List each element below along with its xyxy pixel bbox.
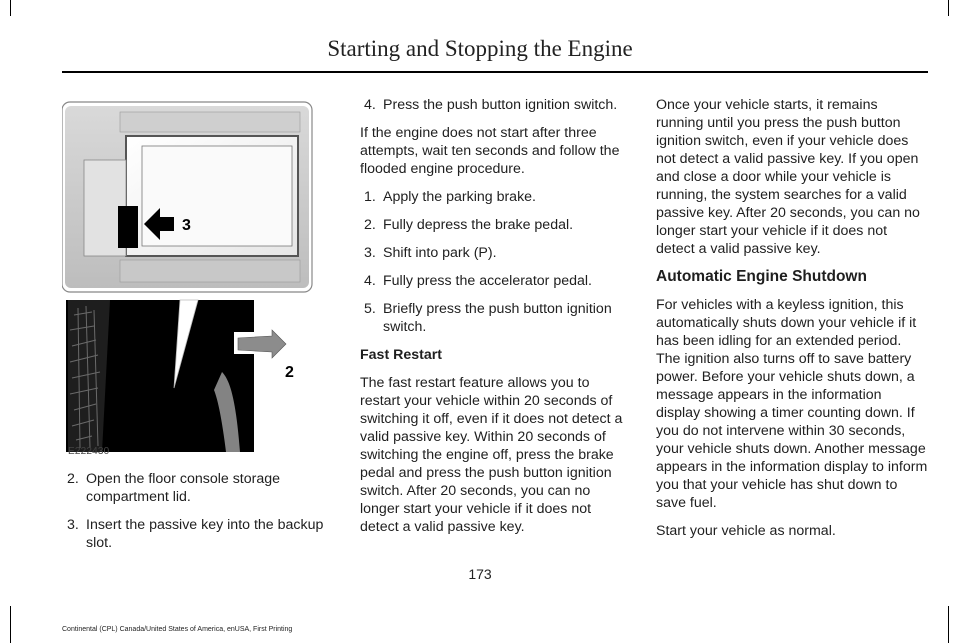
shutdown-heading: Automatic Engine Shutdown (656, 268, 867, 285)
footer-text: Continental (CPL) Canada/United States of America, enUSA, First Printing (62, 626, 293, 633)
page-number: 173 (468, 566, 492, 582)
procedure-steps (63, 470, 327, 552)
shutdown-text: For vehicles with a keyless ignition, this automatically shuts down your vehicle if it has been idling for an extended period. The ignition also turns off to save battery power. Before your vehicle shuts down, a message appears in the information display showing a timer counting down. If you do not intervene within 30 seconds, your vehicle shuts down. Another message appears in the information display to inform you that your vehicle has shut down to save fuel. (656, 297, 928, 511)
column-2 (360, 96, 632, 546)
crop-mark (948, 606, 949, 643)
list-item: 1. Apply the parking brake. (364, 189, 537, 205)
list-item: 4. Press the push button ignition switch. (364, 97, 618, 113)
fast-restart-heading: Fast Restart (360, 347, 443, 363)
page-title: Starting and Stopping the Engine (327, 36, 633, 61)
closing-text: Start your vehicle as normal. (656, 523, 836, 539)
crop-mark (10, 606, 11, 643)
column-1 (63, 470, 327, 562)
list-item: 3. Shift into park (P). (364, 245, 497, 261)
procedure-steps (360, 96, 632, 114)
figure-id: E222430 (68, 446, 110, 457)
header-rule (62, 71, 928, 73)
flooded-engine-steps (360, 188, 632, 336)
column-3 (656, 96, 928, 550)
list-item: 5. Briefly press the push button ignition switch. (364, 301, 612, 335)
fast-restart-text: The fast restart feature allows you to restart your vehicle within 20 seconds of switching it off, even if it does not detect a valid passive key. Within 20 seconds of switching the engine off, press the brake pedal and press the push button ignition switch. After 20 seconds, you can no longer start your vehicle if it does not detect a valid passive key. (360, 375, 623, 535)
list-item: 4. Fully press the accelerator pedal. (364, 273, 592, 289)
callout-2: 2 (285, 364, 294, 381)
backup-slot (118, 206, 138, 248)
flooded-intro: If the engine does not start after three attempts, wait ten seconds and follow the flooded engine procedure. (360, 125, 620, 177)
running-paragraph: Once your vehicle starts, it remains running until you press the push button ignition switch, even if your vehicle does not detect a valid passive key. If you open and close a door while your vehicle is running, the system searches for a valid passive key. After 20 seconds, you can no longer start your vehicle if it does not detect a valid passive key. (656, 97, 920, 257)
crop-mark (10, 0, 11, 16)
console-illustration (62, 100, 314, 456)
callout-3: 3 (182, 217, 191, 234)
list-item: 2. Open the floor console storage compartment lid. (67, 471, 281, 505)
crop-mark (948, 0, 949, 16)
list-item: 2. Fully depress the brake pedal. (364, 217, 574, 233)
list-item: 3. Insert the passive key into the backup slot. (67, 517, 324, 551)
